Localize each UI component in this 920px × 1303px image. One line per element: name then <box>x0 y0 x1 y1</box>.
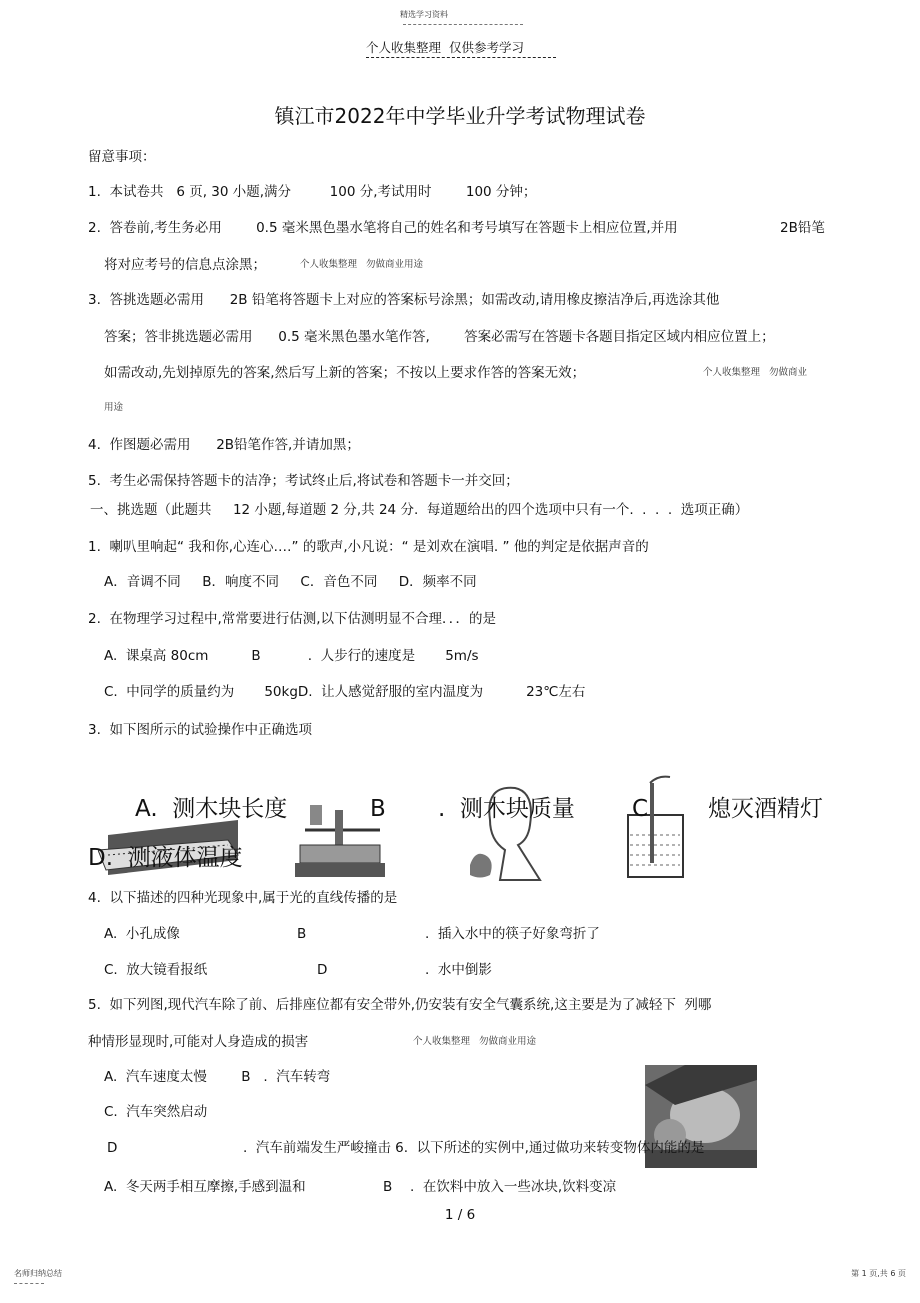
q1-stem: 1. 喇叭里响起“ 我和你,心连心‥‥” 的歌声,小凡说：“ 是刘欢在演唱. ” 他的判定是依据声音的 <box>88 539 649 555</box>
note-2-pencil: 2B铅笔 <box>780 220 825 236</box>
page-title: 镇江市2022年中学毕业升学考试物理试卷 <box>274 104 646 128</box>
q2-options-cd: C. 中同学的质量约为 50kgD. 让人感觉舒服的室内温度为 23℃左右 <box>104 684 586 700</box>
q4-option-b-letter: B <box>297 926 307 942</box>
q3-option-b-letter: B <box>370 796 386 822</box>
q4-option-c: C. 放大镜看报纸 <box>104 962 208 978</box>
header-divider <box>403 24 523 25</box>
section-heading: 一、挑选题（此题共 12 小题,每道题 2 分,共 24 分. 每道题给出的四个选项中只有一个. . . . 选项正确） <box>90 502 749 518</box>
footer-right: 第 1 页,共 6 页 <box>851 1269 906 1278</box>
note-5: 5. 考生必需保持答题卡的洁净；考试终止后,将试卷和答题卡一并交回； <box>88 473 519 489</box>
q3-option-b: . 测木块质量 <box>438 796 575 822</box>
note-3-cont2: 如需改动,先划掉原先的答案,然后写上新的答案；不按以上要求作答的答案无效； <box>104 365 586 381</box>
header-top-label: 精选学习资料 <box>400 10 448 19</box>
q6-option-a: A. 冬天两手相互摩擦,手感到温和 <box>104 1179 306 1195</box>
q3-option-c: 熄灭酒精灯 <box>708 796 823 822</box>
thermometer-beaker-image <box>620 775 690 880</box>
q4-option-d-letter: D <box>317 962 328 978</box>
q5-option-d-q6-stem: . 汽车前端发生严峻撞击 6. 以下所述的实例中,通过做功来转变物体内能的是 <box>243 1140 705 1156</box>
note-3-cont1: 答案；答非挑选题必需用 0.5 毫米黑色墨水笔作答, 答案必需写在答题卡各题目指定区域内相应位置上； <box>104 329 775 345</box>
notes-heading: 留意事项： <box>88 149 156 165</box>
q5-options-ab: A. 汽车速度太慢 B . 汽车转弯 <box>104 1069 331 1085</box>
note-4: 4. 作图题必需用 2B铅笔作答,并请加黑； <box>88 437 360 453</box>
q2-stem: 2. 在物理学习过程中,常常要进行估测,以下估测明显不合理．．．的是 <box>88 611 497 627</box>
page-number: 1 / 6 <box>444 1207 476 1223</box>
q5-watermark: 个人收集整理 勿做商业用途 <box>413 1036 537 1047</box>
note-2-cont: 将对应考号的信息点涂黑； <box>104 257 266 273</box>
q5-option-d-letter: D <box>107 1140 118 1156</box>
q3-option-d: D. 测液体温度 <box>88 845 243 871</box>
q4-option-a: A. 小孔成像 <box>104 926 180 942</box>
footer-divider <box>14 1283 44 1284</box>
q5-stem: 5. 如下列图,现代汽车除了前、后排座位都有安全带外,仍安装有安全气囊系统,这主要是为了减轻下 列哪 <box>88 997 712 1013</box>
note-1: 1. 本试卷共 6 页, 30 小题,满分 100 分,考试用时 100 分钟； <box>88 184 537 200</box>
q3-option-a: A. 测木块长度 <box>135 796 288 822</box>
q5-option-c: C. 汽车突然启动 <box>104 1104 208 1120</box>
note-3-watermark: 个人收集整理 勿做商业 <box>703 367 808 378</box>
note-3-cont3: 用途 <box>104 402 124 413</box>
q3-stem: 3. 如下图所示的试验操作中正确选项 <box>88 722 312 738</box>
q2-options-ab: A. 课桌高 80cm B . 人步行的速度是 5m/s <box>104 648 479 664</box>
watermark-underline <box>366 57 556 58</box>
note-3: 3. 答挑选题必需用 2B 铅笔将答题卡上对应的答案标号涂黑；如需改动,请用橡皮擦洁净后,再选涂其他 <box>88 292 720 308</box>
q6-option-b: . 在饮料中放入一些冰块,饮料变凉 <box>410 1179 617 1195</box>
header-watermark: 个人收集整理 仅供参考学习 <box>366 40 524 55</box>
footer-left: 名师归纳总结 <box>14 1269 62 1278</box>
q1-options: A．音调不同 B．响度不同 C．音色不同 D．频率不同 <box>104 574 477 590</box>
q4-stem: 4. 以下描述的四种光现象中,属于光的直线传播的是 <box>88 890 398 906</box>
note-2: 2. 答卷前,考生务必用 0.5 毫米黑色墨水笔将自己的姓名和考号填写在答题卡上相应位置,并用 <box>88 220 678 236</box>
q4-option-d: . 水中倒影 <box>425 962 492 978</box>
q6-option-b-letter: B <box>383 1179 393 1195</box>
q5-stem-cont: 种情形显现时,可能对人身造成的损害 <box>88 1034 309 1050</box>
q4-option-b: . 插入水中的筷子好象弯折了 <box>425 926 600 942</box>
note-2-watermark: 个人收集整理 勿做商业用途 <box>300 259 424 270</box>
q3-option-c-letter: C <box>632 796 649 822</box>
